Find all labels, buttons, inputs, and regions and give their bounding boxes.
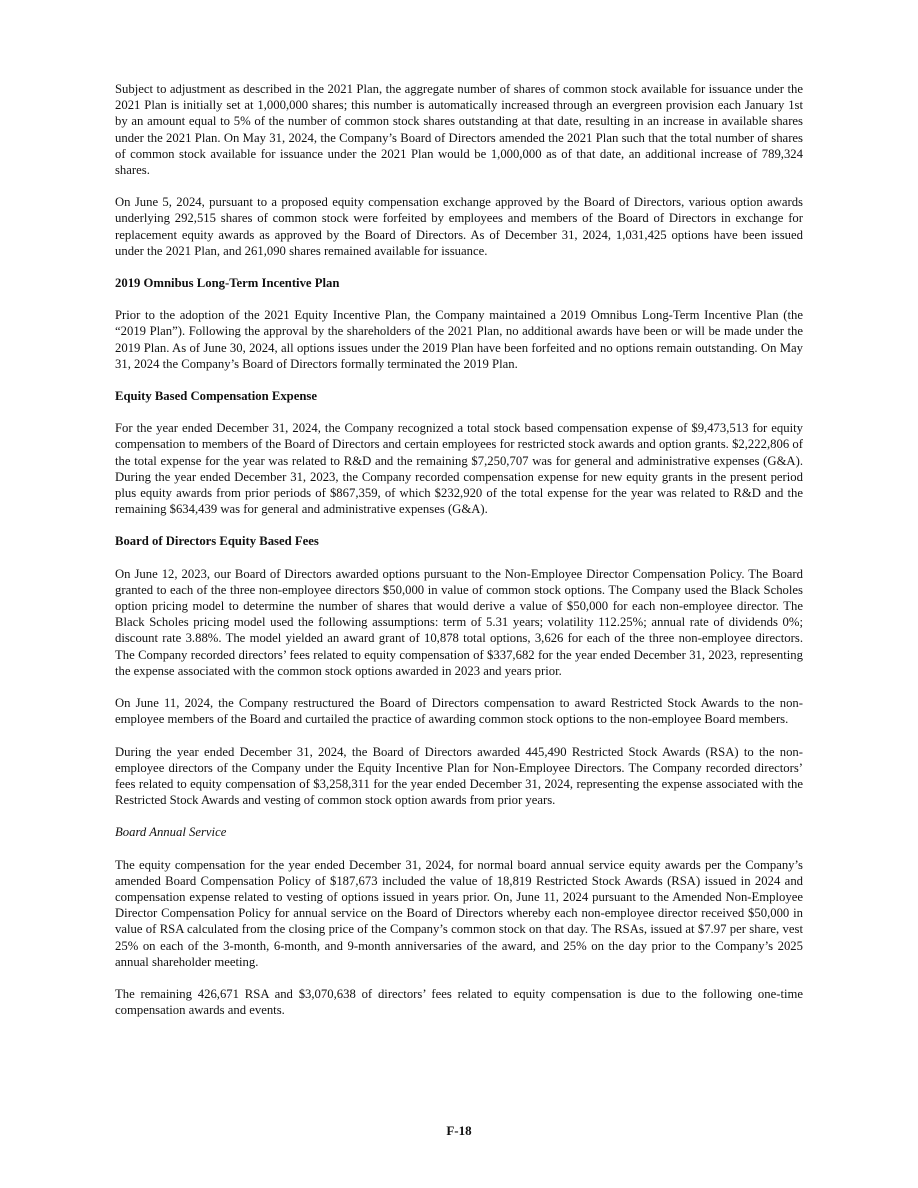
paragraph-compensation-expense: For the year ended December 31, 2024, the Company recognized a total stock based compensation expense of $9,473,513 for equity compensation to members of the Board of Directors and certain employees for restricted stock awards and option grants. $2,222,806 of the total expense for the year was related to R&D and the remaining $7,250,707 was for general and administrative expenses (G&A). During the year ended December 31, 2023, the Company recorded compensation expense for new equity grants in the present period plus equity awards from prior periods of $867,359, of which $232,920 of the total expense for the year was related to R&D and the remaining $634,439 was for general and administrative expenses (G&A). xyxy=(115,421,803,517)
paragraph-2024-rsa: During the year ended December 31, 2024, the Board of Directors awarded 445,490 Restricted Stock Awards (RSA) to the non-employee directors of the Company under the Equity Incentive Plan for Non-Employee Directors. The Company recorded directors’ fees related to equity compensation of $3,258,311 for the year ended December 31, 2024, representing the expense associated with the Restricted Stock Awards and vesting of common stock option awards from prior years. xyxy=(115,744,803,808)
document-body xyxy=(115,81,803,1018)
heading-board-equity-fees: Board of Directors Equity Based Fees xyxy=(115,534,319,549)
paragraph-2023-options: On June 12, 2023, our Board of Directors awarded options pursuant to the Non-Employee Director Compensation Policy. The Board granted to each of the three non-employee directors $50,000 in value of common stock options. The Company used the Black Scholes option pricing model to determine the number of shares that would derive a value of $50,000 for each non-employee director. The Black Scholes pricing model used the following assumptions: term of 5.31 years; volatility 112.25%; annual rate of dividends 0%; discount rate 3.88%. The model yielded an award grant of 10,878 total options, 3,626 for each of the three non-employee directors. The Company recorded directors’ fees related to equity compensation of $337,682 for the year ended December 31, 2023, representing the expense associated with the common stock options awarded in 2023 and years prior. xyxy=(115,566,803,678)
page-number: F-18 xyxy=(446,1123,472,1138)
paragraph-2024-restructure: On June 11, 2024, the Company restructured the Board of Directors compensation to award Restricted Stock Awards to the non-employee members of the Board and curtailed the practice of awarding common stock options to the non-employee Board members. xyxy=(115,696,803,727)
heading-equity-compensation-expense: Equity Based Compensation Expense xyxy=(115,389,317,404)
paragraph-remaining-rsa: The remaining 426,671 RSA and $3,070,638 of directors’ fees related to equity compensation is due to the following one-time compensation awards and events. xyxy=(115,986,803,1018)
paragraph-equity-exchange: On June 5, 2024, pursuant to a proposed equity compensation exchange approved by the Board of Directors, various option awards underlying 292,515 shares of common stock were forfeited by employees and members of the Board of Directors in exchange for replacement equity awards as approved by the Board of Directors. As of December 31, 2024, 1,031,425 options have been issued under the 2021 Plan, and 261,090 shares remained available for issuance. xyxy=(115,195,803,258)
paragraph-2021-plan-shares: Subject to adjustment as described in the 2021 Plan, the aggregate number of shares of common stock available for issuance under the 2021 Plan is initially set at 1,000,000 shares; this number is automatically increased through an evergreen provision each January 1st by an amount equal to 5% of the number of common stock shares outstanding at that date, resulting in an increase in available shares under the 2021 Plan. On May 31, 2024, the Company’s Board of Directors amended the 2021 Plan such that the total number of shares of common stock available for issuance under the 2021 Plan would be 1,000,000 as of that date, an additional increase of 789,324 shares. xyxy=(115,82,803,178)
paragraph-2019-plan: Prior to the adoption of the 2021 Equity Incentive Plan, the Company maintained a 2019 Omnibus Long-Term Incentive Plan (the “2019 Plan”). Following the approval by the shareholders of the 2021 Plan, no additional awards have been or will be made under the 2019 Plan. As of June 30, 2024, all options issues under the 2019 Plan have been forfeited and no options remain outstanding. On May 31, 2024 the Company’s Board of Directors formally terminated the 2019 Plan. xyxy=(115,308,803,371)
heading-board-annual-service: Board Annual Service xyxy=(115,825,227,840)
heading-2019-plan: 2019 Omnibus Long-Term Incentive Plan xyxy=(115,276,340,291)
paragraph-annual-service: The equity compensation for the year ended December 31, 2024, for normal board annual service equity awards per the Company’s amended Board Compensation Policy of $187,673 included the value of 18,819 Restricted Stock Awards (RSA) issued in 2024 and compensation expense related to vesting of options issued in years prior. On, June 11, 2024 pursuant to the Amended Non-Employee Director Compensation Policy for annual service on the Board of Directors whereby each non-employee director received $50,000 in value of RSA calculated from the closing price of the Company’s common stock on that day. The RSAs, issued at $7.97 per share, vest 25% on each of the 3-month, 6-month, and 9-month anniversaries of the award, and 25% on the day prior to the Company’s 2025 annual shareholder meeting. xyxy=(115,857,803,969)
